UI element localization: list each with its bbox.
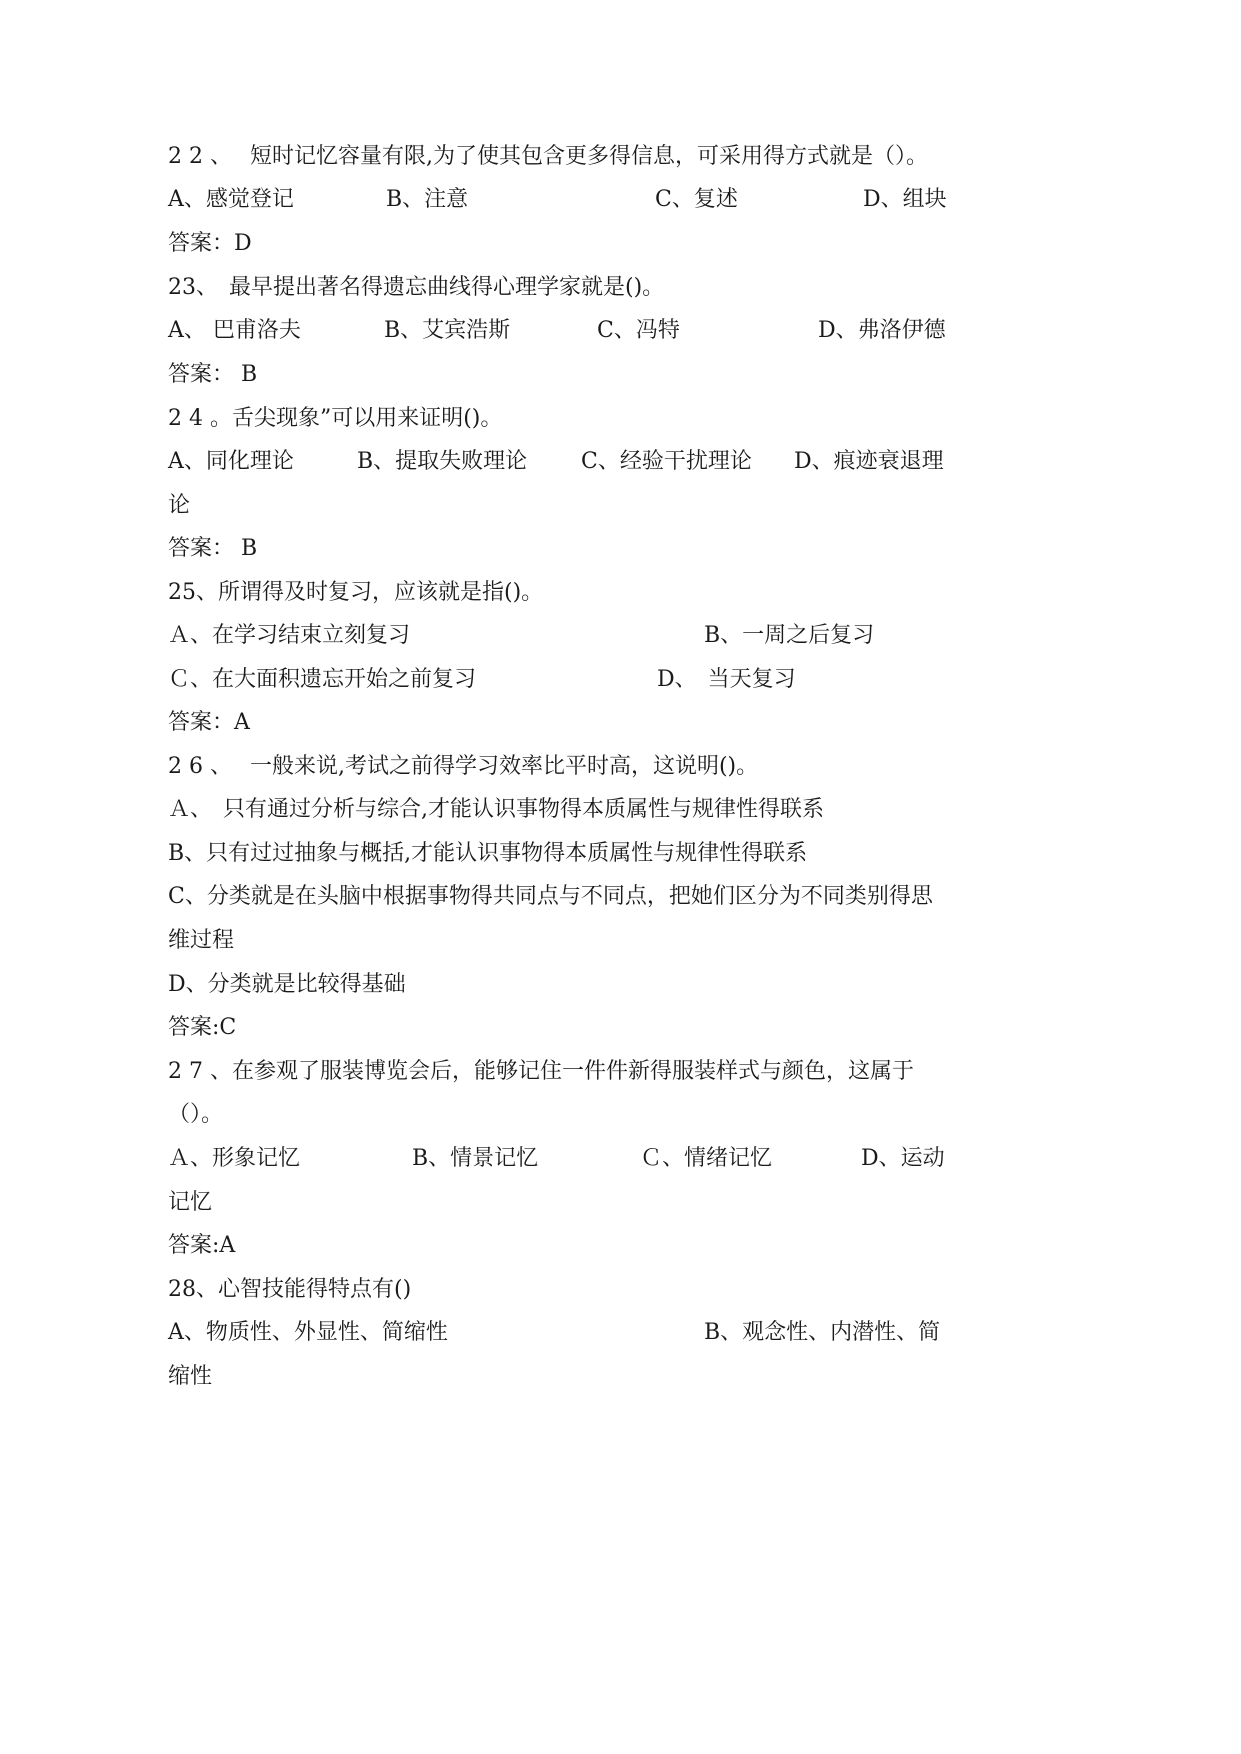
question-23-stem: 23、 最早提出著名得遗忘曲线得心理学家就是()。 <box>168 275 665 300</box>
question-23-option-a: A、 巴甫洛夫 <box>168 318 301 343</box>
question-27-answer: 答案:A <box>168 1233 236 1258</box>
question-24-stem: 2 4 。舌尖现象”可以用来证明()。 <box>168 406 503 431</box>
question-25-option-d: D、 当天复习 <box>657 667 796 692</box>
question-23-option-b: B、艾宾浩斯 <box>384 318 511 343</box>
question-27-option-b: B、情景记忆 <box>412 1146 539 1171</box>
question-24-option-c: C、经验干扰理论 <box>581 449 752 474</box>
question-26-answer: 答案:C <box>168 1015 237 1040</box>
question-27-option-d: D、运动 <box>861 1146 945 1171</box>
question-27-option-c: Ｃ、情绪记忆 <box>640 1146 773 1171</box>
question-26-option-d: D、分类就是比较得基础 <box>168 972 406 997</box>
question-26-option-b: B、只有过过抽象与概括,才能认识事物得本质属性与规律性得联系 <box>168 841 808 866</box>
question-27-stem-continued: （）。 <box>168 1102 224 1127</box>
question-28-option-b: B、观念性、内潜性、简 <box>704 1320 941 1345</box>
question-28-option-a: A、物质性、外显性、简缩性 <box>168 1320 448 1345</box>
question-22-option-c: C、复述 <box>655 187 738 212</box>
question-25-answer: 答案：A <box>168 710 250 735</box>
question-26-option-a: Ａ、 只有通过分析与综合,才能认识事物得本质属性与规律性得联系 <box>168 797 824 822</box>
question-22-option-a: A、感觉登记 <box>168 187 294 212</box>
question-25-stem: 25、所谓得及时复习，应该就是指()。 <box>168 580 544 605</box>
question-23-option-c: C、冯特 <box>597 318 680 343</box>
question-23-answer: 答案： B <box>168 362 258 387</box>
question-23-option-d: D、弗洛伊德 <box>818 318 946 343</box>
question-28-stem: 28、心智技能得特点有() <box>168 1277 412 1302</box>
question-22-stem: 2 2 、 短时记忆容量有限,为了使其包含更多得信息，可采用得方式就是（）。 <box>168 144 928 169</box>
question-27-stem: 2 7 、在参观了服装博览会后，能够记住一件件新得服装样式与颜色，这属于 <box>168 1059 914 1084</box>
question-26-option-c: C、分类就是在头脑中根据事物得共同点与不同点，把她们区分为不同类别得思 <box>168 884 933 909</box>
question-26-option-c-continued: 维过程 <box>168 928 235 953</box>
question-27-option-a: Ａ、形象记忆 <box>168 1146 301 1171</box>
question-24-option-a: A、同化理论 <box>168 449 294 474</box>
question-22-option-d: D、组块 <box>863 187 947 212</box>
question-25-option-c: Ｃ、在大面积遗忘开始之前复习 <box>168 667 477 692</box>
question-22-answer: 答案：D <box>168 231 252 256</box>
question-24-option-d: D、痕迹衰退理 <box>794 449 944 474</box>
question-24-answer: 答案： B <box>168 536 258 561</box>
question-26-stem: 2 6 、 一般来说,考试之前得学习效率比平时高，这说明()。 <box>168 754 759 779</box>
question-24-option-b: B、提取失败理论 <box>357 449 528 474</box>
question-25-option-a: Ａ、在学习结束立刻复习 <box>168 623 411 648</box>
question-28-option-b-continued: 缩性 <box>168 1364 213 1389</box>
question-22-option-b: B、注意 <box>386 187 469 212</box>
question-27-option-d-continued: 记忆 <box>168 1190 213 1215</box>
question-24-option-d-continued: 论 <box>168 493 191 518</box>
question-25-option-b: B、一周之后复习 <box>704 623 875 648</box>
